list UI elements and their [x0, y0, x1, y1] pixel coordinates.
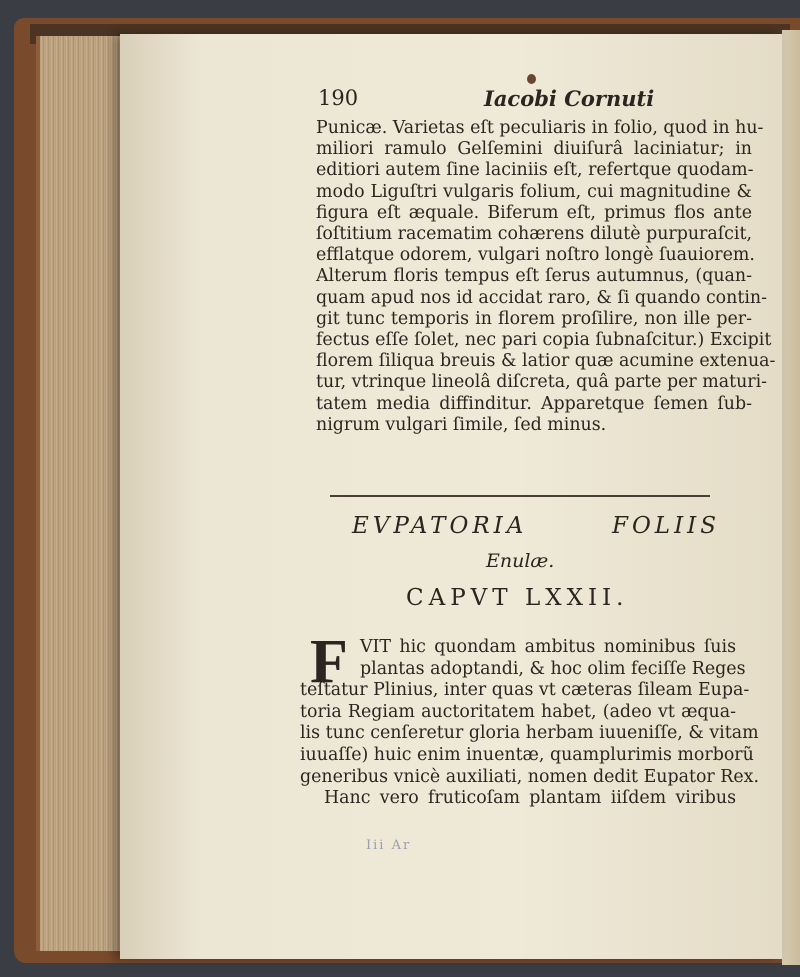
- text-line: florem ſiliqua breuis & latior quæ acumine extenua-: [316, 351, 776, 372]
- text-line: Hanc vero fruticoſam plantam iiſdem viribus: [324, 788, 736, 809]
- section-divider: [330, 495, 710, 497]
- text-line: generibus vnicè auxiliati, nomen dedit Eupator Rex.: [300, 766, 759, 787]
- text-line: efflatque odorem, vulgari noſtro longè ſuauiorem.: [316, 245, 755, 266]
- drop-cap: F: [310, 628, 348, 696]
- text-line: teſtatur Plinius, inter quas vt cæteras ſileam Eupa-: [300, 680, 750, 701]
- text-line: ſoſtitium racematim cohærens dilutè purpuraſcit,: [316, 224, 752, 245]
- text-line: nigrum vulgari ſimile, ſed minus.: [316, 414, 607, 435]
- text-line: iuuaſſe) huic enim inuentæ, quamplurimis morborũ: [300, 744, 754, 765]
- title-word: FOLIIS: [611, 513, 720, 539]
- running-title: Iacobi Cornuti: [484, 86, 655, 111]
- text-line: VIT hic quondam ambitus nominibus ſuis: [360, 637, 736, 657]
- text-line: Alterum floris tempus eſt ſerus autumnus, (quan-: [316, 266, 752, 287]
- text-line: Punicæ. Varietas eſt peculiaris in folio, quod in hu-: [316, 118, 764, 138]
- signature-mark: Iii Ar: [366, 838, 412, 853]
- text-line: fectus eſſe ſolet, nec pari copia ſubnaſcitur.) Excipit: [316, 330, 772, 351]
- title-word: EVPATORIA: [352, 513, 528, 539]
- text-line: lis tunc cenſeretur gloria herbam iuueniſſe, & vitam: [300, 723, 759, 744]
- text-line: editiori autem ſine laciniis eſt, refertque quodam-: [316, 160, 754, 181]
- text-line: miliori ramulo Gelſemini diuiſurâ laciniatur; in: [316, 139, 752, 160]
- paragraph-1: [316, 118, 776, 436]
- chapter-subtitle: Enulæ.: [486, 550, 555, 572]
- text-line: tur, vtrinque lineolâ diſcreta, quâ parte per maturi-: [316, 372, 768, 393]
- chapter-title: [352, 513, 720, 539]
- chapter-number: CAPVT LXXII.: [406, 585, 629, 611]
- text-line: modo Liguſtri vulgaris folium, cui magnitudine &: [316, 181, 752, 202]
- ornament-dot: [527, 74, 536, 84]
- text-line: plantas adoptandi, & hoc olim feciſſe Reges: [360, 658, 746, 679]
- text-line: toria Regiam auctoritatem habet, (adeo vt æqua-: [300, 701, 736, 722]
- next-page-edge: [782, 30, 800, 965]
- page-number: 190: [318, 86, 359, 110]
- text-line: tatem media diffinditur. Apparetque ſemen ſub-: [316, 393, 752, 414]
- text-line: quam apud nos id accidat raro, & ſi quando contin-: [316, 287, 767, 308]
- text-line: git tunc temporis in florem proſilire, non ille per-: [316, 308, 752, 329]
- paragraph-2: [300, 637, 759, 810]
- text-line: figura eſt æquale. Biferum eſt, primus flos ante: [316, 202, 752, 223]
